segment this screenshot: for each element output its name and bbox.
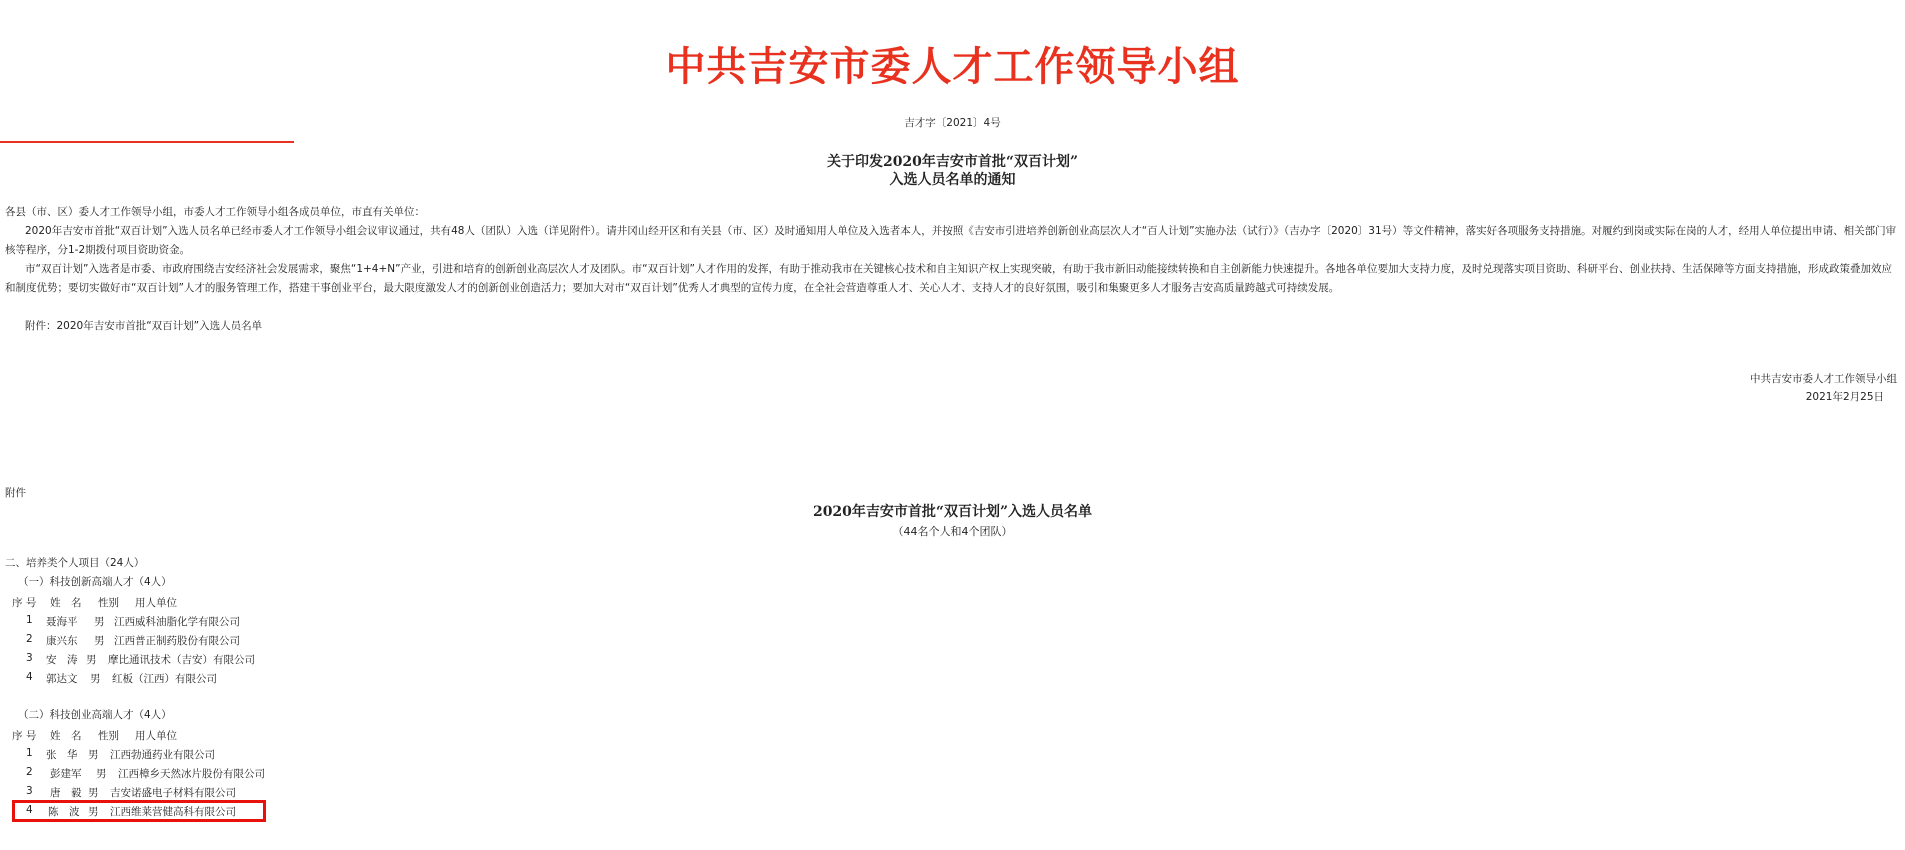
row-gender: 男 — [88, 749, 99, 761]
group-heading: （一）科技创新高端人才（4人） — [18, 576, 172, 588]
appendix-title: 2020年吉安市首批“双百计划”入选人员名单 — [812, 504, 1093, 520]
group-heading: （二）科技创业高端人才（4人） — [18, 709, 172, 721]
appendix-subtitle: （44名个人和4个团队） — [892, 525, 1013, 538]
row-gender: 男 — [88, 806, 99, 818]
col-gender-header: 性别 — [98, 597, 119, 609]
row-employer: 摩比通讯技术（吉安）有限公司 — [108, 654, 255, 666]
col-gender-header: 性别 — [98, 730, 119, 742]
row-name: 陈 波 — [48, 806, 80, 818]
appendix-label: 附件 — [5, 487, 26, 499]
row-name: 唐 毅 — [50, 787, 82, 799]
row-name: 张 华 — [46, 749, 78, 761]
row-gender: 男 — [94, 635, 105, 647]
row-gender: 男 — [94, 616, 105, 628]
attachment-line: 附件：2020年吉安市首批“双百计划”入选人员名单 — [25, 320, 263, 332]
col-name-header: 姓 名 — [50, 730, 82, 742]
row-employer: 江西维莱营健高科有限公司 — [110, 806, 236, 818]
row-index: 2 — [26, 633, 33, 645]
row-name: 康兴东 — [46, 635, 78, 647]
row-index: 3 — [26, 652, 33, 664]
notice-title — [0, 153, 1905, 189]
salutation: 各县（市、区）委人才工作领导小组，市委人才工作领导小组各成员单位，市直有关单位： — [5, 206, 425, 218]
row-name: 安 涛 — [46, 654, 78, 666]
col-employer-header: 用人单位 — [135, 597, 177, 609]
row-employer: 吉安诺盛电子材料有限公司 — [110, 787, 236, 799]
row-name: 郭达文 — [46, 673, 78, 685]
row-gender: 男 — [88, 787, 99, 799]
section-heading: 二、培养类个人项目（24人） — [5, 557, 145, 569]
row-employer: 江西普正制药股份有限公司 — [114, 635, 240, 647]
row-index: 4 — [26, 804, 33, 816]
body-paragraph-1: 2020年吉安市首批“双百计划”入选人员名单已经市委人才工作领导小组会议审议通过，共有48人（团队）入选（详见附件）。请井冈山经开区和有关县（市、区）及时通知用人单位及入选者本人，并按照《吉安市引进培养创新创业高层次人才“百人计划”实施办法（试行）》（吉办字〔2020〕31号）等文件精神，落实好各项服务支持措施。对履约到岗或实际在岗的人才，经用人单位提出申请、相关部门审核等程序，分1-2期拨付项目资助资金。 — [5, 225, 1897, 256]
row-index: 3 — [26, 785, 33, 797]
body-paragraph-2: 市“双百计划”入选者是市委、市政府围绕吉安经济社会发展需求，聚焦“1+4+N”产业，引进和培育的创新创业高层次人才及团队。市“双百计划”人才作用的发挥，有助于推动我市在关键核心技术和自主知识产权上实现突破，有助于我市新旧动能接续转换和自主创新能力快速提升。各地各单位要加大支持力度，及时兑现落实项目资助、科研平台、创业扶持、生活保障等方面支持措施，形成政策叠加效应和制度优势；要切实做好市“双百计划”人才的服务管理工作，搭建干事创业平台，最大限度激发人才的创新创业创造活力；要加大对市“双百计划”优秀人才典型的宣传力度，在全社会营造尊重人才、关心人才、支持人才的良好氛围，吸引和集聚更多人才服务吉安高质量跨越式可持续发展。 — [5, 263, 1892, 294]
red-divider — [0, 141, 294, 143]
row-gender: 男 — [90, 673, 101, 685]
row-index: 2 — [26, 766, 33, 778]
col-name-header: 姓 名 — [50, 597, 82, 609]
signature-org: 中共吉安市委人才工作领导小组 — [1750, 373, 1897, 385]
row-index: 4 — [26, 671, 33, 683]
row-employer: 红板（江西）有限公司 — [112, 673, 217, 685]
row-index: 1 — [26, 614, 33, 626]
row-index: 1 — [26, 747, 33, 759]
row-gender: 男 — [96, 768, 107, 780]
row-employer: 江西威科油脂化学有限公司 — [114, 616, 240, 628]
row-name: 彭建军 — [50, 768, 82, 780]
row-name: 聂海平 — [46, 616, 78, 628]
document-number: 吉才字〔2021〕4号 — [904, 117, 1001, 129]
notice-title-line1: 关于印发2020年吉安市首批“双百计划” — [826, 154, 1079, 170]
row-employer: 江西勃通药业有限公司 — [110, 749, 215, 761]
org-title: 中共吉安市委人才工作领导小组 — [665, 43, 1240, 90]
col-index-header: 序 号 — [12, 730, 37, 742]
row-employer: 江西樟乡天然冰片股份有限公司 — [118, 768, 265, 780]
signature-date: 2021年2月25日 — [1805, 391, 1884, 403]
notice-title-line2: 入选人员名单的通知 — [889, 172, 1016, 188]
col-employer-header: 用人单位 — [135, 730, 177, 742]
col-index-header: 序 号 — [12, 597, 37, 609]
row-gender: 男 — [86, 654, 97, 666]
